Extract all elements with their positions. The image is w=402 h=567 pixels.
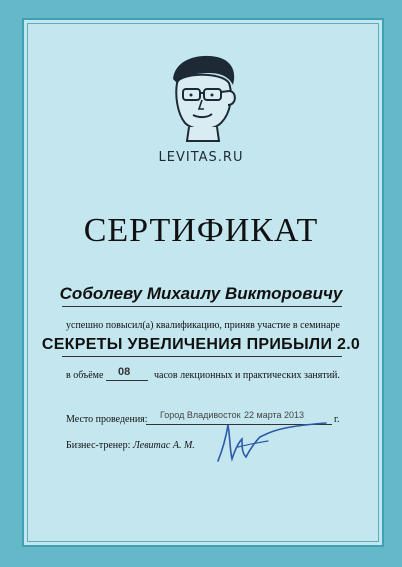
place-label: Место проведения: <box>66 414 148 425</box>
hours-underline <box>106 380 148 381</box>
qualification-text: успешно повысил(а) квалификацию, приняв участие в семинаре <box>66 320 340 331</box>
place-value: Город Владивосток <box>160 410 241 420</box>
seminar-underline <box>62 356 342 357</box>
recipient-name: Соболеву Михаилу Викторовичу <box>59 284 343 303</box>
logo-text: LEVITAS.RU <box>158 150 244 165</box>
date-value: 22 марта 2013 <box>244 410 305 420</box>
trainer-label: Бизнес-тренер: <box>66 440 131 451</box>
face-portrait-icon <box>159 51 243 143</box>
trainer-name: Левитас А. М. <box>133 440 195 451</box>
year-suffix: г. <box>334 414 340 425</box>
recipient-underline <box>62 306 342 307</box>
volume-suffix: часов лекционных и практических занятий. <box>154 370 340 381</box>
volume-prefix: в объёме <box>66 370 104 381</box>
seminar-title: СЕКРЕТЫ УВЕЛИЧЕНИЯ ПРИБЫЛИ 2.0 <box>41 336 361 353</box>
hours-value: 08 <box>118 366 131 378</box>
signature <box>212 417 332 467</box>
certificate-title: СЕРТИФИКАТ <box>83 212 319 249</box>
